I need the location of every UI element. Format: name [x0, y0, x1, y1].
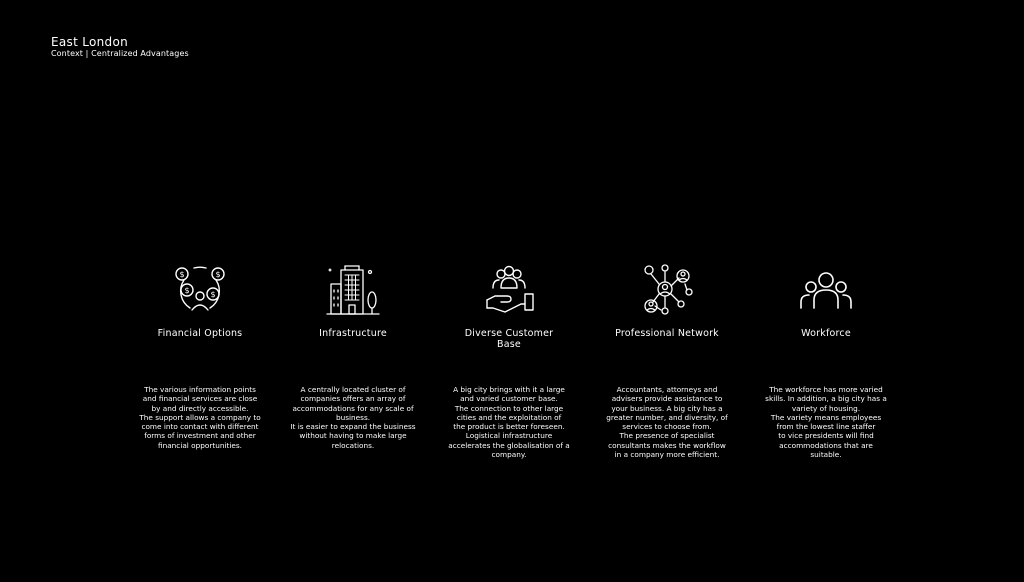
page-header [51, 35, 189, 59]
building-icon [323, 260, 383, 320]
feature-description: The various information points and financial services are close by and directly accessible. The support allows a company to come into contact with different forms of investment and other financial opportunities. [139, 385, 261, 450]
page-title: East London [51, 35, 128, 49]
page-subtitle: Context | Centralized Advantages [51, 49, 189, 58]
svg-text:$: $ [179, 270, 185, 279]
financial-icon [170, 260, 230, 320]
feature-title: Professional Network [615, 328, 719, 339]
network-icon [637, 260, 697, 320]
feature-description: Accountants, attorneys and advisers provide assistance to your business. A big city has a greater number, and diversity, of services to choose from. The presence of specialist consultants makes the workflow in a company more efficient. [606, 385, 728, 460]
feature-professional-network [597, 260, 737, 460]
customers-hand-icon [479, 260, 539, 320]
feature-title: Diverse Customer Base [464, 328, 554, 350]
feature-description: The workforce has more varied skills. In addition, a big city has a variety of housing. The variety means employees from the lowest line staffer to vice presidents will find accommodations that are suitable. [765, 385, 887, 460]
feature-diverse-customer-base [439, 260, 579, 460]
feature-financial-options [130, 260, 270, 450]
feature-description: A centrally located cluster of companies offers an array of accommodations for any scale of business. It is easier to expand the business without having to make large relocations. [290, 385, 416, 450]
feature-title: Infrastructure [319, 328, 387, 339]
feature-title: Financial Options [157, 328, 243, 339]
people-group-icon [796, 260, 856, 320]
feature-title: Workforce [801, 328, 851, 339]
svg-text:$: $ [215, 270, 221, 279]
svg-text:$: $ [210, 290, 216, 299]
feature-infrastructure [283, 260, 423, 450]
feature-workforce [756, 260, 896, 460]
feature-description: A big city brings with it a large and varied customer base. The connection to other large cities and the exploitation of the product is better foreseen. Logistical infrastructure accelerates the globalisation of a company. [448, 385, 570, 460]
svg-text:$: $ [184, 286, 190, 295]
